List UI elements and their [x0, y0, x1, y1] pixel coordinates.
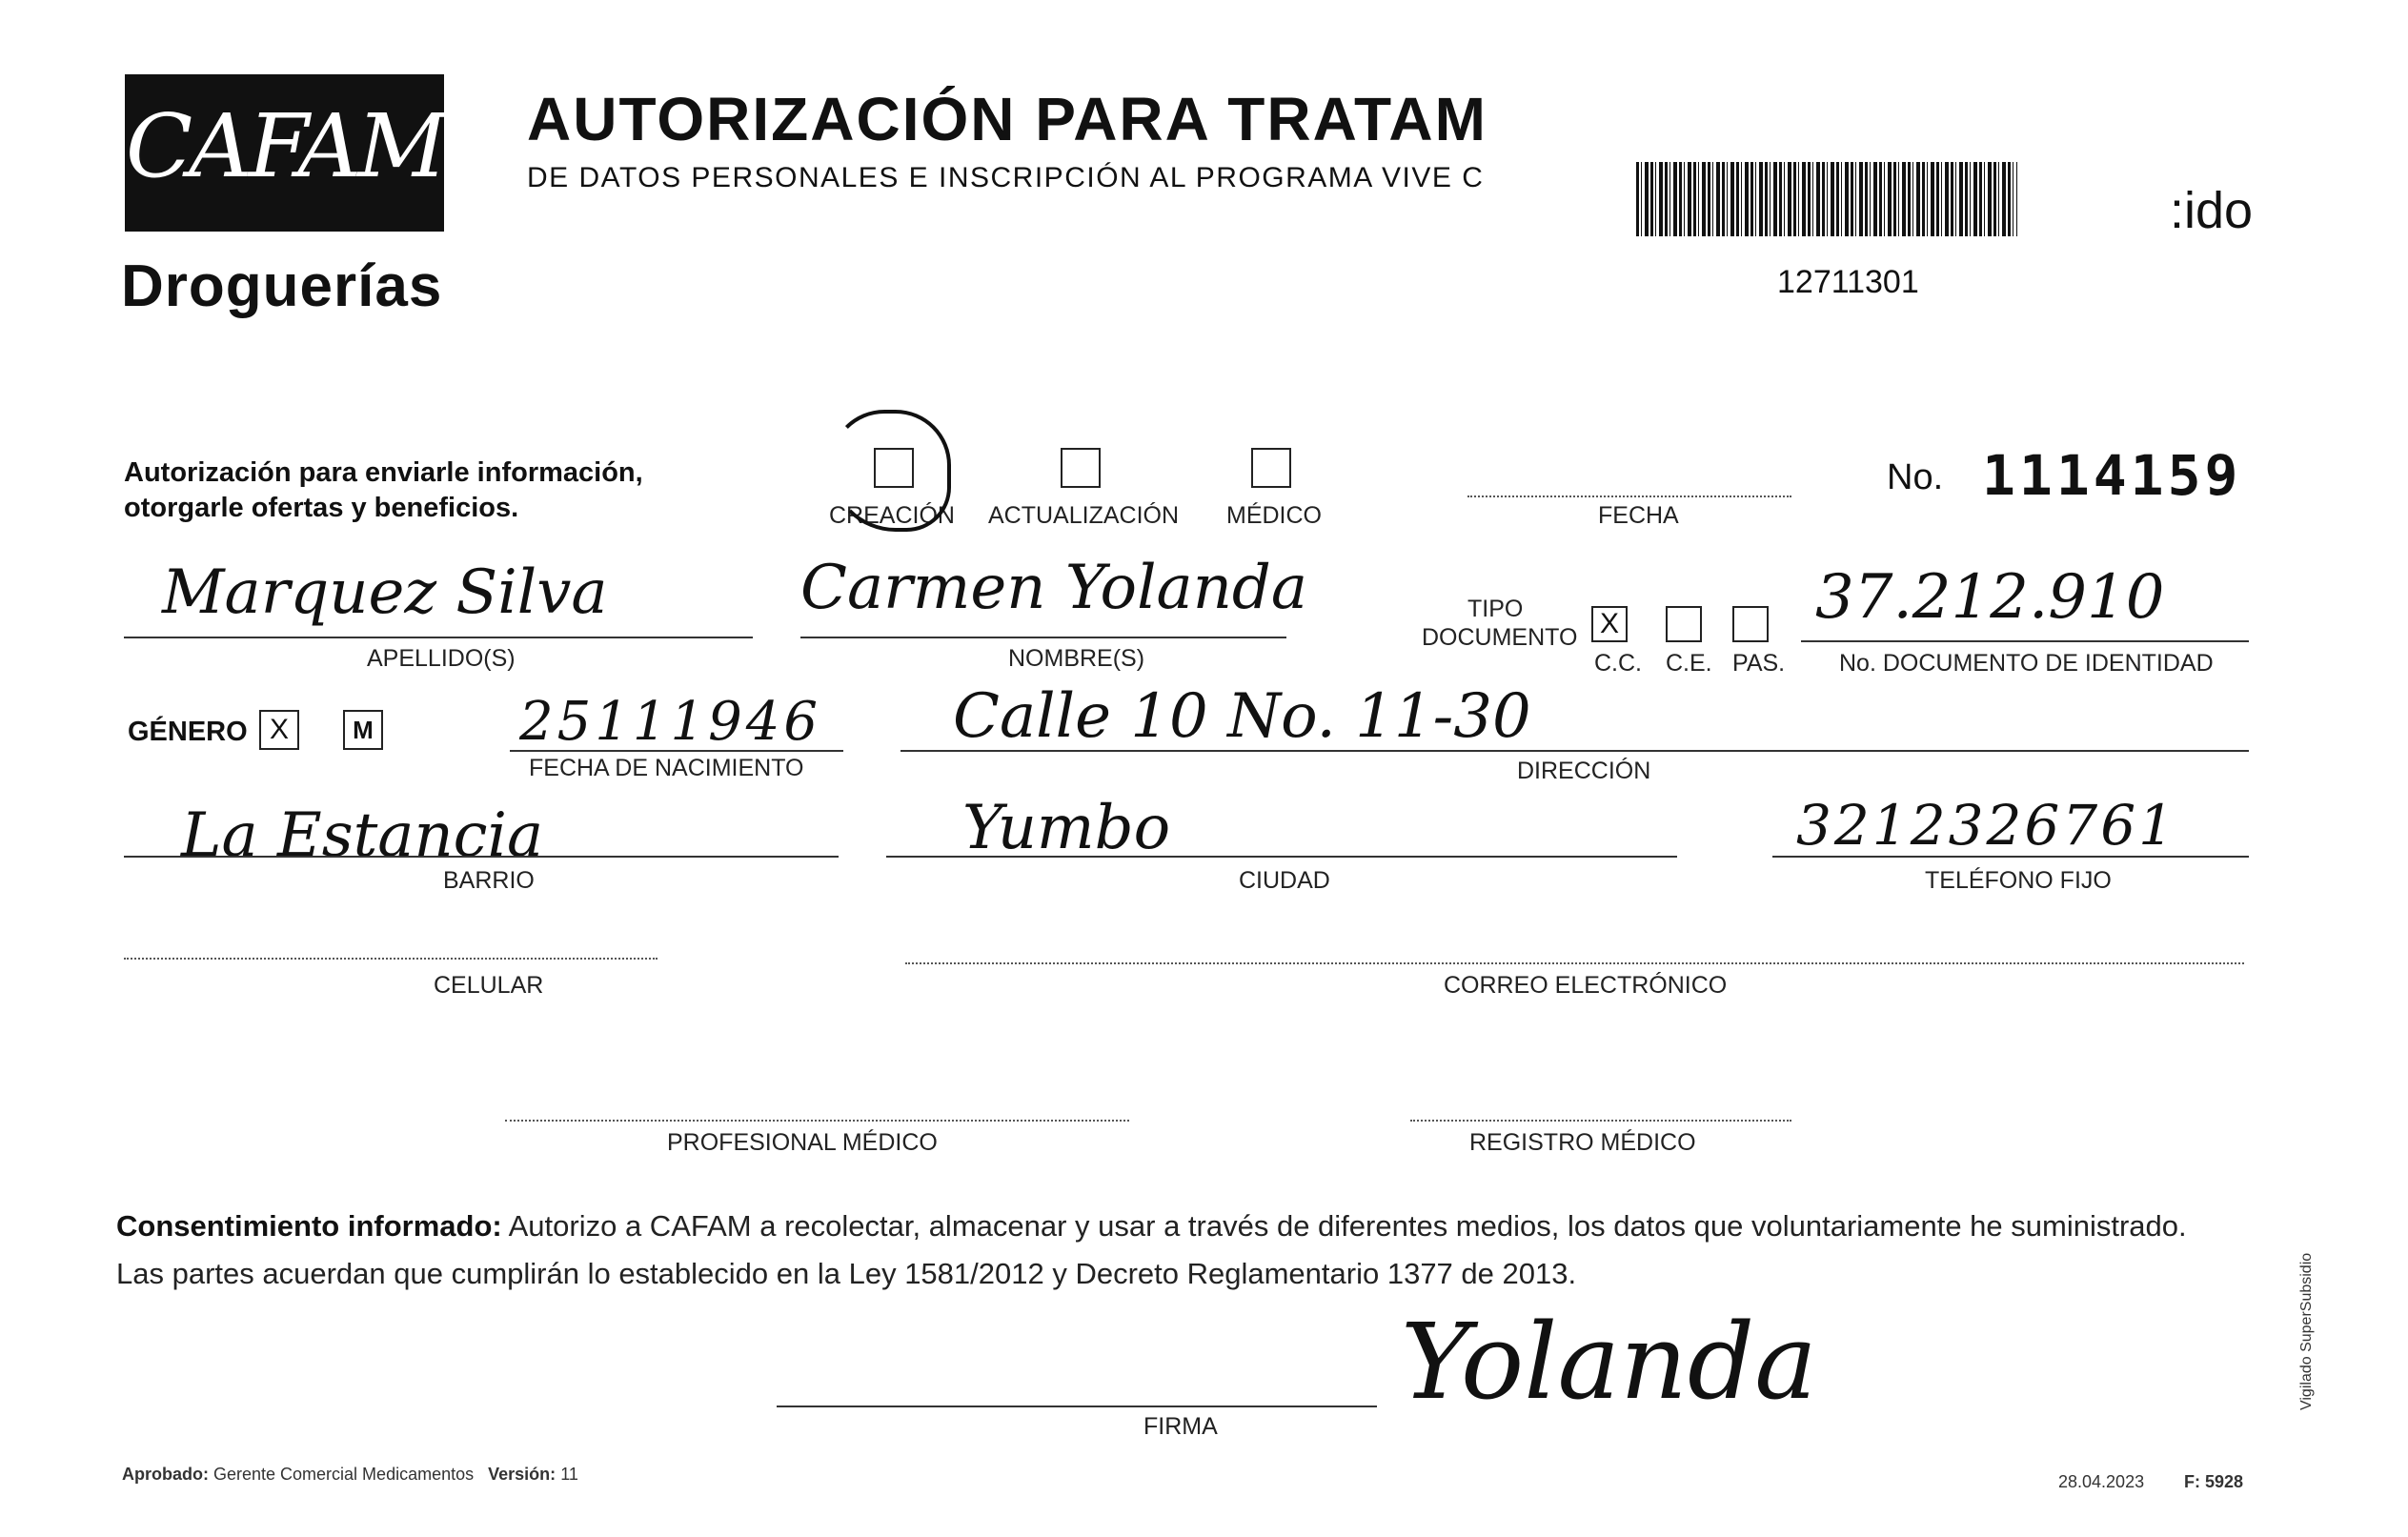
- correo-label: CORREO ELECTRÓNICO: [1444, 972, 1728, 999]
- firma-line[interactable]: [777, 1406, 1377, 1407]
- telefono-value: 3212326761: [1796, 793, 2177, 858]
- creacion-label: CREACIÓN: [829, 502, 955, 529]
- profesional-label: PROFESIONAL MÉDICO: [667, 1129, 938, 1156]
- genero-m-checkbox[interactable]: M: [343, 710, 383, 750]
- birthdate-label: FECHA DE NACIMIENTO: [529, 755, 804, 781]
- partial-heading: :ido: [2170, 182, 2254, 239]
- barrio-value: La Estancia: [181, 800, 544, 871]
- doc-number-line: [1801, 640, 2249, 642]
- footer-form-code: F: 5928: [2184, 1472, 2244, 1491]
- pas-checkbox[interactable]: [1732, 606, 1769, 642]
- form-subtitle: DE DATOS PERSONALES E INSCRIPCIÓN AL PROGRAMA VIVE C: [527, 162, 1485, 193]
- telefono-label: TELÉFONO FIJO: [1925, 867, 2112, 894]
- telefono-line: [1772, 856, 2249, 858]
- genero-label: GÉNERO: [128, 717, 248, 747]
- consent-lead: Consentimiento informado:: [116, 1209, 502, 1243]
- barrio-line: [124, 856, 839, 858]
- ce-label: C.E.: [1666, 650, 1712, 677]
- footer-approved: [122, 1465, 578, 1485]
- nombres-line: [800, 637, 1286, 638]
- tipo-doc-label: TIPO: [1467, 596, 1524, 622]
- version-value: 11: [560, 1465, 578, 1484]
- ce-checkbox[interactable]: [1666, 606, 1702, 642]
- consent-text-1: Autorizo a CAFAM a recolectar, almacenar y usar a través de diferentes medios, los datos que voluntariamente he suministrado.: [501, 1209, 2187, 1243]
- actualizacion-label: ACTUALIZACIÓN: [988, 502, 1180, 529]
- registro-line[interactable]: [1410, 1120, 1791, 1122]
- logo-text: CAFAM: [125, 95, 444, 197]
- auth-heading-2: otorgarle ofertas y beneficios.: [124, 493, 519, 523]
- consent-paragraph: [116, 1203, 2251, 1298]
- registro-label: REGISTRO MÉDICO: [1469, 1129, 1696, 1156]
- barcode-number: 12711301: [1777, 264, 1919, 300]
- form-number-label: No.: [1887, 457, 1944, 497]
- barcode-image: [1636, 162, 2017, 236]
- nombres-label: NOMBRE(S): [1008, 645, 1145, 672]
- fecha-line: [1467, 495, 1791, 497]
- genero-f-checkbox[interactable]: X: [259, 710, 299, 750]
- consent-text-2: Las partes acuerdan que cumplirán lo establecido en la Ley 1581/2012 y Decreto Reglamentario 1377 de 2013.: [116, 1257, 1577, 1290]
- form-number: 1114159: [1982, 443, 2242, 508]
- direccion-line: [900, 750, 2249, 752]
- apellidos-line: [124, 637, 753, 638]
- firma-label: FIRMA: [1143, 1413, 1218, 1440]
- birthdate-line: [510, 750, 843, 752]
- direccion-value: Calle 10 No. 11-30: [953, 681, 1531, 752]
- apellidos-label: APELLIDO(S): [367, 645, 516, 672]
- brand-subtitle: Droguerías: [121, 253, 443, 319]
- aprobado-value: Gerente Comercial Medicamentos: [213, 1465, 475, 1484]
- aprobado-label: Aprobado:: [122, 1465, 209, 1484]
- medico-label: MÉDICO: [1226, 502, 1322, 529]
- medico-checkbox[interactable]: [1251, 448, 1291, 488]
- version-label: Versión:: [488, 1465, 556, 1484]
- form-title: AUTORIZACIÓN PARA TRATAM: [527, 85, 1487, 153]
- tipo-doc-label-2: DOCUMENTO: [1422, 624, 1578, 651]
- cc-checkbox[interactable]: X: [1591, 606, 1628, 642]
- ciudad-value: Yumbo: [962, 793, 1171, 863]
- profesional-line[interactable]: [505, 1120, 1129, 1122]
- ciudad-line: [886, 856, 1677, 858]
- direccion-label: DIRECCIÓN: [1517, 758, 1651, 784]
- celular-label: CELULAR: [434, 972, 544, 999]
- cc-label: C.C.: [1594, 650, 1642, 677]
- birthdate-value: 25111946: [519, 691, 822, 753]
- barrio-label: BARRIO: [443, 867, 535, 894]
- handwritten-signature: Yolanda: [1401, 1301, 1817, 1423]
- correo-line[interactable]: [905, 962, 2244, 964]
- actualizacion-checkbox[interactable]: [1061, 448, 1101, 488]
- nombres-value: Carmen Yolanda: [800, 553, 1308, 623]
- doc-number-label: No. DOCUMENTO DE IDENTIDAD: [1839, 650, 2214, 677]
- apellidos-value: Marquez Silva: [162, 557, 608, 628]
- auth-heading-1: Autorización para enviarle información,: [124, 457, 643, 488]
- footer-date: 28.04.2023: [2058, 1472, 2145, 1491]
- pas-label: PAS.: [1732, 650, 1786, 677]
- side-vigilado-text: Vigilado SuperSubsidio: [2298, 1252, 2315, 1410]
- ciudad-label: CIUDAD: [1239, 867, 1330, 894]
- fecha-label: FECHA: [1598, 502, 1679, 529]
- doc-number-value: 37.212.910: [1815, 562, 2165, 633]
- celular-line[interactable]: [124, 958, 658, 960]
